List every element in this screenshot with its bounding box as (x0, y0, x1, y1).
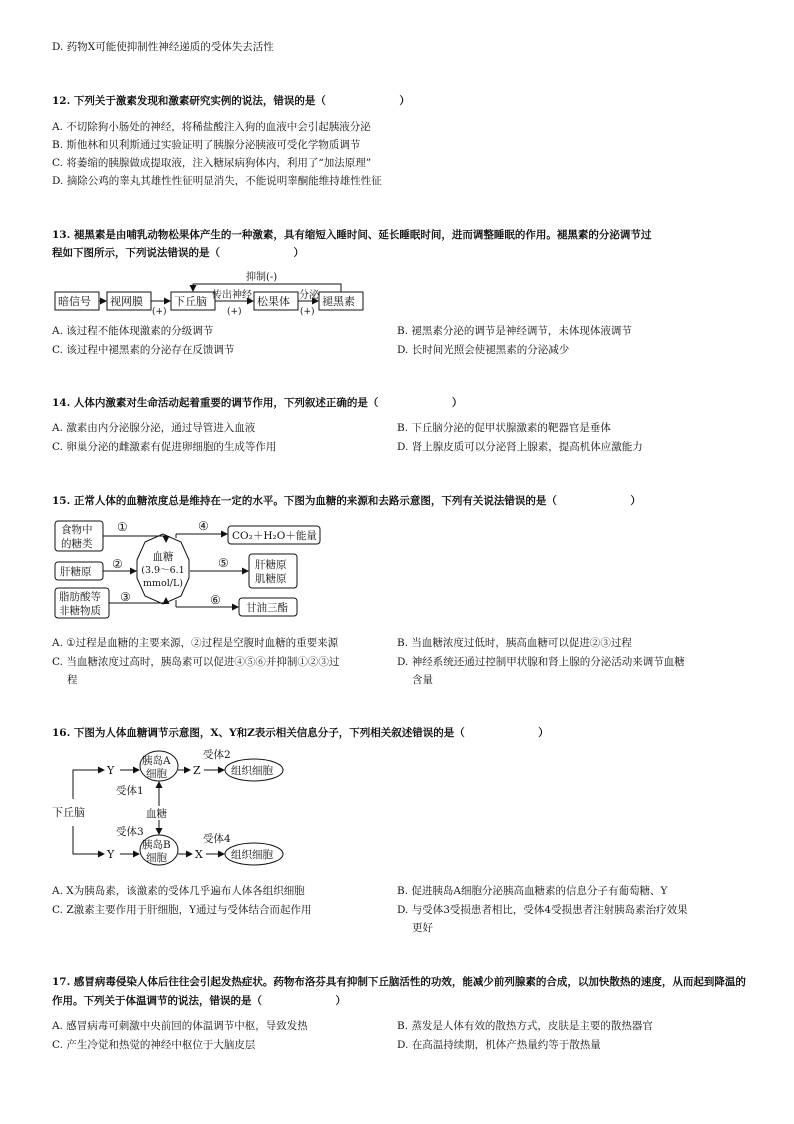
q16-stem: 16. 下图为人体血糖调节示意图，X、Y和Z表示相关信息分子，下列相关叙述错误的是（ ） (52, 727, 549, 739)
q13-box1-label: 暗信号 (58, 295, 91, 308)
q12-option-c: C. 将萎缩的胰腺做成提取液，注入糖尿病狗体内，利用了“加法原理” (52, 157, 372, 169)
q16-receptor2: 受体2 (203, 749, 231, 761)
q13-feedback-label: 抑制(-) (246, 272, 278, 283)
q15-stem: 15. 正常人体的血糖浓度总是维持在一定的水平。下图为血糖的来源和去路示意图，下列有关说法错误的是（ ） (52, 495, 641, 507)
q12-stem: 12. 下列关于激素发现和激素研究实例的说法，错误的是（ ） (52, 95, 410, 107)
q15-num1: ① (117, 520, 128, 534)
q13-option-c: C. 该过程中褪黑素的分泌存在反馈调节 (52, 344, 235, 356)
q12-option-a: A. 不切除狗小肠处的神经，将稀盐酸注入狗的血液中会引起胰液分泌 (52, 121, 371, 133)
q16-receptor3: 受体3 (116, 826, 144, 838)
q17-option-d: D. 在高温持续期，机体产热量约等于散热量 (397, 1039, 601, 1051)
q13-stem-line2: 程如下图所示，下列说法错误的是（ ） (52, 247, 304, 259)
q13-plus3: (+) (300, 307, 315, 317)
q17-option-c: C. 产生冷觉和热觉的神经中枢位于大脑皮层 (52, 1039, 256, 1051)
q16-y-top: Y (107, 764, 115, 777)
q13-arrow3-label: 传出神经 (212, 290, 252, 301)
q13-box5-label: 褪黑素 (322, 295, 355, 308)
q13-arrow4-label: 分泌 (299, 290, 319, 301)
q15-dst3-label: 甘油三酯 (246, 602, 288, 614)
q13-plus2: (+) (227, 307, 242, 317)
q16-diagram (0, 744, 794, 874)
q13-box3-label: 下丘脑 (174, 295, 207, 308)
q16-hypothalamus-label: 下丘脑 (52, 806, 85, 819)
q15-src3-line1: 脂肪酸等 (59, 591, 101, 603)
q16-z: Z (193, 764, 201, 777)
q15-diagram (0, 516, 794, 622)
q15-center-line3: mmol/L) (143, 578, 183, 589)
q16-tissue-top-label: 组织细胞 (231, 765, 273, 777)
q15-dst2-line1: 肝糖原 (255, 559, 287, 571)
q15-dst1-label: CO₂＋H₂O＋能量 (232, 530, 317, 542)
q15-num2: ② (112, 557, 123, 571)
q15-src1-line2: 的糖类 (61, 538, 93, 550)
q15-src3-line2: 非糖物质 (59, 605, 101, 617)
q13-option-d: D. 长时间光照会使褪黑素的分泌减少 (397, 344, 570, 356)
q13-stem-line1: 13. 褪黑素是由哺乳动物松果体产生的一种激素，具有缩短入睡时间、延长睡眠时间，进而调整睡眠的作用。褪黑素的分泌调节过 (52, 229, 652, 241)
q16-y-bottom: Y (107, 848, 115, 861)
q16-islet-a-line1: 胰岛A (142, 755, 171, 767)
q15-option-d-line2: 含量 (412, 674, 433, 686)
q16-blood-sugar-label: 血糖 (146, 808, 167, 820)
q15-center-line2: (3.9～6.1 (141, 565, 185, 576)
q13-plus1: (+) (152, 307, 167, 317)
q16-option-b: B. 促进胰岛A细胞分泌胰高血糖素的信息分子有葡萄糖、Y (397, 885, 668, 897)
q13-box2-label: 视网膜 (110, 295, 143, 308)
q13-option-b: B. 褪黑素分泌的调节是神经调节，未体现体液调节 (397, 325, 632, 337)
q14-option-c: C. 卵巢分泌的雌激素有促进卵细胞的生成等作用 (52, 441, 277, 453)
q16-option-a: A. X为胰岛素，该激素的受体几乎遍布人体各组织细胞 (52, 885, 305, 897)
q12-option-d: D. 摘除公鸡的睾丸其雄性性征明显消失，不能说明睾酮能维持雄性性征 (52, 175, 382, 187)
q13-box4-label: 松果体 (257, 295, 290, 308)
q15-center-line1: 血糖 (152, 551, 174, 563)
q13-diagram (0, 262, 794, 322)
q16-islet-b-line1: 胰岛B (142, 839, 171, 851)
q14-option-d: D. 肾上腺皮质可以分泌肾上腺素，提高机体应激能力 (397, 441, 643, 453)
q12-option-b: B. 斯他林和贝利斯通过实验证明了胰腺分泌胰液可受化学物质调节 (52, 139, 361, 151)
q16-islet-a-line2: 细胞 (146, 768, 167, 780)
q17-option-b: B. 蒸发是人体有效的散热方式，皮肤是主要的散热器官 (397, 1020, 653, 1032)
q11-option-d: D. 药物X可能使抑制性神经递质的受体失去活性 (52, 41, 274, 53)
q13-option-a: A. 该过程不能体现激素的分级调节 (52, 325, 214, 337)
q16-option-d-line2: 更好 (412, 922, 433, 934)
q16-tissue-bottom-label: 组织细胞 (231, 849, 273, 861)
q17-stem: 17. 感冒病毒侵染人体后往往会引起发热症状。药物布洛芬具有抑制下丘脑活性的功效，能减少前列腺素的合成，以加快散热的速度，从而起到降温的作用。下列关于体温调节的说法，错误的是（ ） (52, 976, 746, 1007)
q16-islet-b-line2: 细胞 (146, 852, 167, 864)
q15-num6: ⑥ (210, 593, 221, 607)
q15-src2-label: 肝糖原 (60, 566, 92, 578)
q15-option-c-line2: 程 (67, 674, 78, 686)
q15-option-b: B. 当血糖浓度过低时，胰高血糖可以促进②③过程 (397, 637, 632, 649)
q15-dst2-line2: 肌糖原 (255, 573, 287, 585)
q14-stem: 14. 人体内激素对生命活动起着重要的调节作用，下列叙述正确的是（ ） (52, 397, 463, 409)
q16-option-d-line1: D. 与受体3受损患者相比，受体4受损患者注射胰岛素治疗效果 (397, 904, 688, 916)
q15-src1-line1: 食物中 (61, 524, 93, 536)
q17-option-a: A. 感冒病毒可刺激中央前回的体温调节中枢，导致发热 (52, 1020, 308, 1032)
q14-option-b: B. 下丘脑分泌的促甲状腺激素的靶器官是垂体 (397, 422, 611, 434)
q16-x: X (195, 848, 203, 861)
q16-receptor4: 受体4 (203, 833, 231, 845)
q16-option-c: C. Z激素主要作用于肝细胞，Y通过与受体结合而起作用 (52, 904, 312, 916)
q15-num4: ④ (198, 519, 209, 533)
q14-option-a: A. 激素由内分泌腺分泌，通过导管进入血液 (52, 422, 256, 434)
q15-option-a: A. ①过程是血糖的主要来源，②过程是空腹时血糖的重要来源 (52, 637, 339, 649)
q16-receptor1: 受体1 (116, 785, 144, 797)
q15-num3: ③ (120, 590, 131, 604)
q15-option-c-line1: C. 当血糖浓度过高时，胰岛素可以促进④⑤⑥并抑制①②③过 (52, 656, 340, 668)
q15-num5: ⑤ (218, 556, 229, 570)
q15-option-d-line1: D. 神经系统还通过控制甲状腺和肾上腺的分泌活动来调节血糖 (397, 656, 685, 668)
